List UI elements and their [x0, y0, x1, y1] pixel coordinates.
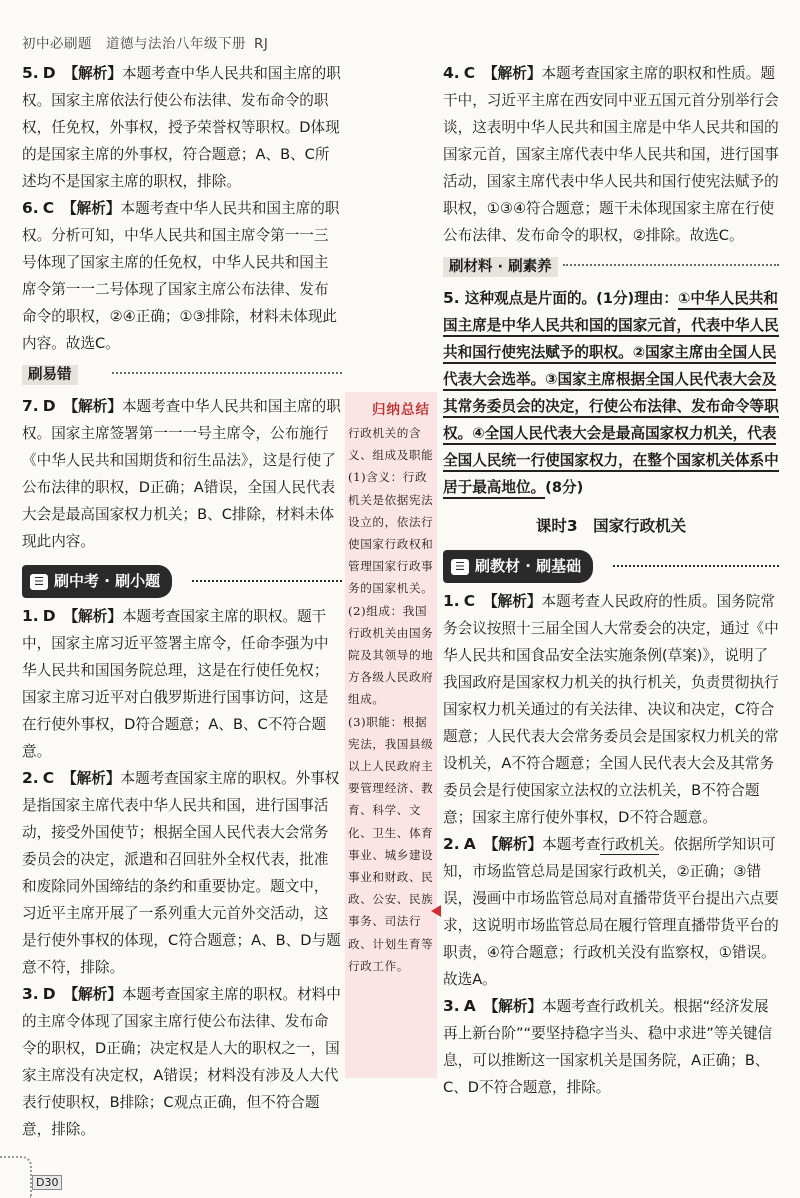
dotted-divider	[192, 580, 342, 582]
answer-letter: D	[42, 607, 56, 625]
analysis-text: 本题考查行政机关。根据“经济发展再上新台阶”“要坚持稳字当头、稳中求进”等关键信息，可以推断这一国家机关是国务院，A正确；B、C、D不符合题意，排除。	[443, 998, 773, 1096]
section-bar-label: 刷材料 · 刷素养	[443, 257, 558, 277]
question-number: 3.	[22, 985, 39, 1003]
section-bar-label: 刷易错	[22, 365, 78, 385]
page-number: D30	[32, 1175, 62, 1190]
analysis-text: 本题考查国家主席的职权。材料中的主席令体现了国家主席行使公布法律、发布命令的职权，D正确；决定权是人大的职权之一，国家主席没有决定权，A错误；材料没有涉及人大代表行使职权，B排除；C观点正确，但不符合题意，排除。	[22, 986, 341, 1138]
answer-item	[22, 603, 342, 765]
analysis-text: 本题考查	[542, 836, 601, 853]
analysis-tag: 【解析】	[63, 608, 122, 625]
analysis-tag: 【解析】	[63, 986, 122, 1003]
question-number: 1.	[443, 592, 460, 610]
analysis-tag: 【解析】	[63, 65, 122, 82]
question-number: 4.	[443, 64, 460, 82]
sidebar-title: 归纳总结	[372, 402, 430, 418]
answer-item	[443, 285, 779, 501]
analysis-tag: 【解析】	[63, 398, 122, 415]
question-number: 7.	[22, 397, 39, 415]
sidebar-intro: 行政机关的含义、组成及职能	[348, 426, 434, 463]
banner-pill	[443, 550, 593, 583]
answer-point: ④全国人民代表大会是最高国家权力机关，代表全国人民统一行使国家权力，在整个国家机关体系中居于最高地位。	[443, 425, 779, 499]
question-number: 1.	[22, 607, 39, 625]
answer-point: ③国家主席根据全国人民代表大会及其常务委员会的决定，行使公布法律、发布命令等职权。	[443, 371, 779, 445]
analysis-text: 本题考查中华人民共和国主席的职权。国家主席依法行使公布法律、发布命令的职权，任免权，外事权，授予荣誉权等职权。D体现的是国家主席的外事权，符合题意；A、B、C所述均不是国家主席的职权，排除。	[22, 65, 341, 190]
answer-letter: C	[42, 199, 55, 217]
answer-letter: C	[42, 769, 55, 787]
book-icon: ☰	[451, 559, 469, 575]
right-column	[443, 60, 779, 1101]
analysis-text: 。依据所学知识可知，市场监管总局是国家行政机关，②正确；③错误，漫画中市场监管总局对直播带货平台提出六点要求，这说明市场监管总局在履行管理直播带货平台的职责，④符合题意；行政机关没有监察权，①错误。故选A。	[443, 836, 779, 988]
corner-decoration	[0, 1156, 32, 1198]
answer-point: ①中华人民共和国主席是中华人民共和国的国家元首，代表中华人民共和国行使宪法赋予的职权。	[443, 290, 779, 364]
analysis-text: 本题考查国家主席的职权。外事权是指国家主席代表中华人民共和国，进行国事活动，接受外国使节；根据全国人民代表大会常务委员会的决定，派遣和召回驻外全权代表，批准和废除同外国缔结的条约和重要协定。题文中，习近平主席开展了一系列重大元首外交活动，这是行使外事权的体现，C符合题意；A、B、D与题意不符，排除。	[22, 770, 341, 976]
answer-lead: 这种观点是片面的。(1分)理由：	[464, 290, 678, 307]
answer-letter: A	[463, 835, 476, 853]
analysis-tag: 【解析】	[483, 593, 542, 610]
analysis-tag: 【解析】	[62, 770, 121, 787]
analysis-tag: 【解析】	[483, 65, 542, 82]
page-header	[22, 32, 268, 52]
dotted-divider	[112, 372, 342, 374]
answer-item	[443, 831, 779, 993]
section-banner-zhongkao	[22, 565, 342, 595]
answer-item	[22, 195, 342, 357]
question-number: 2.	[22, 769, 39, 787]
sidebar-body	[348, 422, 436, 977]
sidebar-point: (3)职能：根据宪法，我国县级以上人民政府主要管理经济、教育、科学、文化、卫生、体育事业、城乡建设事业和财政、民政、公安、民族事务、司法行政、计划生育等行政工作。	[348, 714, 434, 973]
answer-item	[22, 765, 342, 981]
answer-item	[22, 60, 342, 195]
section-bar-cuoyi	[22, 361, 342, 385]
lesson-title: 课时3 国家行政机关	[535, 517, 687, 535]
analysis-text: 本题考查国家主席的职权和性质。题干中，习近平主席在西安同中亚五国元首分别举行会谈，这表明中华人民共和国主席是中华人民共和国的国家元首，国家主席代表中华人民共和国，进行国事活动，国家主席代表中华人民共和国行使宪法赋予的职权，①③④符合题意；题干未体现国家主席在行使公布法律、发布命令的职权，②排除。故选C。	[443, 65, 779, 244]
analysis-tag: 【解析】	[483, 836, 543, 853]
answer-letter: D	[42, 985, 56, 1003]
dotted-divider	[563, 264, 779, 266]
pointer-arrow-icon	[431, 905, 441, 917]
banner-label: 刷教材 · 刷基础	[475, 557, 582, 575]
analysis-text: 本题考查国家主席的职权。题干中，国家主席习近平签署主席令，任命李强为中华人民共和国国务院总理，这是在行使任免权；国家主席习近平对白俄罗斯进行国事访问，这是在行使外事权，D符合题意；A、B、C不符合题意。	[22, 608, 329, 760]
score-label: (8分)	[545, 479, 584, 496]
analysis-tag: 【解析】	[62, 200, 121, 217]
book-name: 初中必刷题	[22, 36, 92, 52]
banner-pill	[22, 565, 172, 598]
answer-letter: D	[42, 64, 56, 82]
answer-item	[22, 393, 342, 555]
sidebar-point: (1)含义：行政机关是依据宪法设立的，依法行使国家行政权和管理国家行政事务的国家机关。	[348, 470, 434, 596]
analysis-tag: 【解析】	[483, 998, 543, 1015]
answer-item	[443, 588, 779, 831]
answer-item	[22, 981, 342, 1143]
question-number: 2.	[443, 835, 460, 853]
answer-letter: A	[463, 997, 476, 1015]
analysis-text: 本题考查中华人民共和国主席的职权。国家主席签署第一一一号主席令，公布施行《中华人民共和国期货和衍生品法》，这是行使了公布法律的职权，D正确；A错误，全国人民代表大会是最高国家权力机关；B、C排除，材料未体现此内容。	[22, 398, 341, 550]
question-number: 5.	[22, 64, 39, 82]
sidebar-point: (2)组成：我国行政机关由国务院及其领导的地方各级人民政府组成。	[348, 603, 434, 707]
underlined-term: 行政机关	[600, 836, 659, 853]
edition-label: RJ	[254, 36, 269, 52]
answer-letter: C	[463, 64, 476, 82]
analysis-text: 本题考查中华人民共和国主席的职权。分析可知，中华人民共和国主席令第一一三号体现了国家主席的任免权，中华人民共和国主席令第一一二号体现了国家主席公布法律、发布命令的职权，②④正确；①③排除，材料未体现此内容。故选C。	[22, 200, 340, 352]
book-icon: ☰	[30, 574, 48, 590]
answer-point: ②国家主席由全国人民代表大会选举。	[443, 344, 776, 391]
analysis-text: 本题考查人民政府的性质。国务院常务会议按照十三届全国人大常委会的决定，通过《中华人民共和国食品安全法实施条例(草案)》，说明了我国政府是国家权力机关的执行机关，负责贯彻执行国家权力机关通过的有关法律、决议和决定，C符合题意；人民代表大会常务委员会是国家权力机关的常设机关，A不符合题意；全国人民代表大会及其常务委员会是行使国家立法权的立法机关，B不符合题意；国家主席行使外事权，D不符合题意。	[443, 593, 779, 826]
answer-item	[443, 993, 779, 1101]
question-number: 3.	[443, 997, 460, 1015]
banner-label: 刷中考 · 刷小题	[54, 572, 161, 590]
answer-letter: D	[42, 397, 56, 415]
question-number: 6.	[22, 199, 39, 217]
section-banner-jiaocai	[443, 550, 779, 580]
answer-letter: C	[463, 592, 476, 610]
answer-item	[443, 60, 779, 249]
section-bar-sucai	[443, 253, 779, 277]
left-column	[22, 60, 342, 1143]
subject-name: 道德与法治八年级下册	[106, 36, 246, 52]
question-number: 5.	[443, 289, 460, 307]
dotted-divider	[613, 565, 779, 567]
